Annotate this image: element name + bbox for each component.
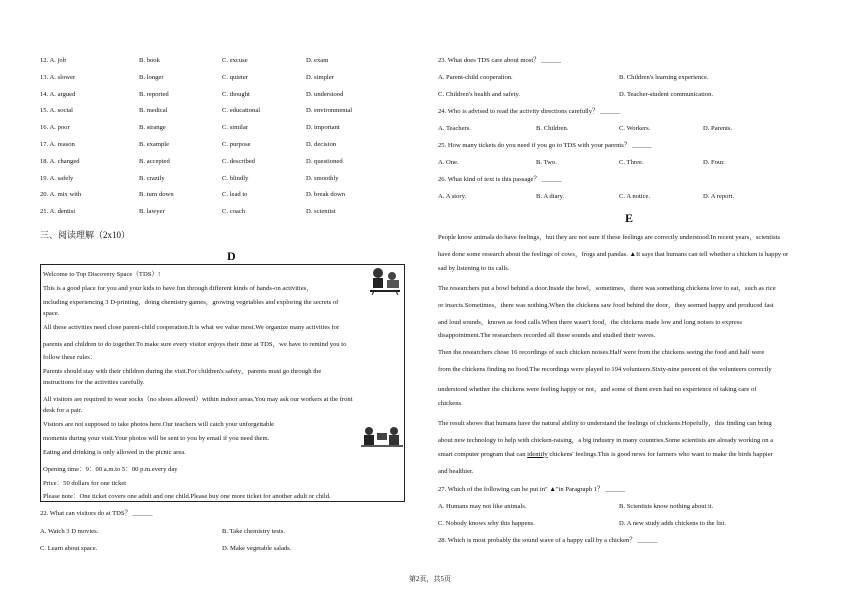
question-option-c[interactable]: C. quieter xyxy=(222,73,249,81)
page-footer: 第2页，共5页 xyxy=(409,575,451,583)
q24-option-c[interactable]: C. Workers. xyxy=(619,125,651,132)
q24-option-a[interactable]: A. Teachers. xyxy=(438,125,471,132)
q26-option-a[interactable]: A. A story. xyxy=(438,193,467,200)
passage-e-line: or insects.Sometimes，there was nothing.When the chickens saw food behind the door，they seemed happy and produced fast xyxy=(438,301,774,309)
question-option-b[interactable]: B. strange xyxy=(139,124,166,132)
question-option-c[interactable]: C. lead to xyxy=(222,191,248,199)
question-26: 26. What kind of text is this passage？ ______ xyxy=(438,176,562,183)
notice-line: instructions for the activities carefully. xyxy=(43,379,145,387)
q25-option-a[interactable]: A. One. xyxy=(438,159,459,166)
notice-line: desk for a pair. xyxy=(43,407,83,414)
passage-e-line: People know animals do have feelings，but they are not sure if these feelings are correctly understood.In recent years，scientists xyxy=(438,234,781,241)
notice-line: parents and children to do together.To make sure every visitor enjoys their time at TDS，we have to remind you to xyxy=(43,340,347,348)
q24-option-d[interactable]: D. Parents. xyxy=(703,125,733,132)
passage-e-line: and loud sounds，known as food calls.When there wasn't food，the chickens made low and long noises to express xyxy=(438,318,742,326)
q25-option-c[interactable]: C. Three. xyxy=(619,159,644,166)
question-option-c[interactable]: C. educational xyxy=(222,107,261,115)
question-option-c[interactable]: C. described xyxy=(222,157,255,165)
question-28: 28. Which is most probably the sound wave of a happy call by a chicken？ ______ xyxy=(438,537,658,544)
question-option-d[interactable]: D. environmental xyxy=(306,107,353,115)
question-option-d[interactable]: D. questioned xyxy=(306,157,343,165)
question-option-c[interactable]: C. thought xyxy=(222,90,250,98)
question-option-a[interactable]: 14. A. argued xyxy=(40,90,76,98)
question-option-d[interactable]: D. exam xyxy=(306,57,329,64)
q22-option-c[interactable]: C. Learn about space. xyxy=(40,545,98,552)
passage-e-line: disappointment.The researchers recorded all these sounds and studied their waves. xyxy=(438,332,656,340)
q27-option-a[interactable]: A. Humans may not like animals. xyxy=(438,503,527,510)
notice-line: moments during your visit.Your photos will be sent to you by email if you need them. xyxy=(43,434,270,442)
question-option-a[interactable]: 15. A. social xyxy=(40,107,73,115)
question-option-a[interactable]: 18. A. changed xyxy=(40,157,80,165)
passage-e-title: E xyxy=(625,211,634,225)
question-option-c[interactable]: C. coach xyxy=(222,208,246,216)
passage-d-title: D xyxy=(227,249,236,263)
q23-option-a[interactable]: A. Parent-child cooperation. xyxy=(438,74,513,81)
q24-option-b[interactable]: B. Children. xyxy=(536,125,569,132)
notice-line: Visitors are not supposed to take photos here.Our teachers will catch your unforgettable xyxy=(43,420,275,428)
q25-option-b[interactable]: B. Two. xyxy=(536,159,557,166)
question-option-b[interactable]: B. accepted xyxy=(139,157,170,165)
question-24: 24. Who is advised to read the activity directions carefully？ ______ xyxy=(438,108,621,115)
q27-option-d[interactable]: D. A new study adds chickens to the list. xyxy=(619,520,726,527)
question-option-d[interactable]: D. simpler xyxy=(306,73,334,81)
notice-line: All visitors are required to wear socks（no shoes allowed）within indoor areas.You may ask our workers at the front xyxy=(43,396,353,404)
notice-box xyxy=(40,264,405,502)
question-option-a[interactable]: 17. A. reason xyxy=(40,141,75,148)
notice-line: Price：50 dollars for one ticket xyxy=(43,479,127,487)
question-option-c[interactable]: C. similar xyxy=(222,124,249,132)
question-option-c[interactable]: C. blindly xyxy=(222,174,249,182)
notice-line: All these activities need close parent-child cooperation.It is what we value most.We organize many activities for xyxy=(43,323,340,331)
passage-e-line: and healthier. xyxy=(438,467,474,475)
q26-option-b[interactable]: B. A diary. xyxy=(536,193,565,200)
notice-line: Opening time：9：00 a.m.to 5：00 p.m.every day xyxy=(43,465,178,473)
question-option-b[interactable]: B. reported xyxy=(139,90,169,98)
q26-option-c[interactable]: C. A notice. xyxy=(619,193,651,200)
notice-line: Welcome to Top Discovery Space（TDS）! xyxy=(43,271,161,278)
question-option-a[interactable]: 19. A. safely xyxy=(40,174,74,182)
notice-line: This is a good place for you and your kids to have fun through different kinds of hands-on activities， xyxy=(43,284,313,292)
notice-line: Parents should stay with their children during the visit.For children's safety，parents must go through the xyxy=(43,368,322,376)
q22-option-b[interactable]: B. Take chemistry tests. xyxy=(222,528,285,535)
question-option-b[interactable]: B. longer xyxy=(139,73,164,81)
question-option-b[interactable]: B. example xyxy=(139,141,170,148)
question-option-a[interactable]: 12. A. job xyxy=(40,57,67,64)
question-option-d[interactable]: D. scientist xyxy=(306,208,336,216)
passage-e-line: The researchers put a bowl behind a door.Inside the bowl，sometimes，there was something chickens love to eat，such as rice xyxy=(438,284,776,292)
notice-line: including experiencing 3 D-printing，doing chemistry games，growing vegetables and exploring the secrets of xyxy=(43,298,339,306)
passage-e-line: chickens. xyxy=(438,400,463,407)
question-option-a[interactable]: 13. A. slower xyxy=(40,73,76,81)
question-option-d[interactable]: D. smoothly xyxy=(306,174,339,182)
q22-option-d[interactable]: D. Make vegetable salads. xyxy=(222,545,292,552)
question-23: 23. What does TDS care about most？ ______ xyxy=(438,57,562,64)
notice-line: Please note：One ticket covers one adult and one child.Please buy one more ticket for another adult or child. xyxy=(43,493,331,501)
question-option-c[interactable]: C. purpose xyxy=(222,141,251,148)
question-option-b[interactable]: B. book xyxy=(139,57,160,64)
question-option-d[interactable]: D. understood xyxy=(306,90,344,98)
passage-e-line: smart computer program that can identify chickens' feelings.This is good news for farmers who want to make the birds happier xyxy=(438,450,773,458)
section-title: 三、阅读理解（2x10） xyxy=(40,230,131,240)
question-option-a[interactable]: 16. A. poor xyxy=(40,124,70,132)
camera-kids-illustration xyxy=(361,425,403,449)
question-option-d[interactable]: D. important xyxy=(306,124,340,132)
question-27: 27. Which of the following can be put in" ▲"in Paragraph 1？ ______ xyxy=(438,486,626,493)
notice-line: follow these rules： xyxy=(43,354,97,362)
question-option-b[interactable]: B. crazily xyxy=(139,174,165,182)
passage-e-line: understood whether the chickens were feeling happy or not，and some of them even had no experience of taking care of xyxy=(438,386,757,394)
q27-option-b[interactable]: B. Scientists know nothing about it. xyxy=(619,503,714,510)
q23-option-d[interactable]: D. Teacher-student communication. xyxy=(619,91,714,98)
question-option-a[interactable]: 21. A. dentist xyxy=(40,208,76,216)
notice-line: Eating and drinking is only allowed in the picnic area. xyxy=(43,448,186,456)
q23-option-b[interactable]: B. Children's learning experience. xyxy=(619,74,709,81)
kids-activity-illustration xyxy=(368,267,402,295)
passage-e-line: from the chickens finding no food.The recordings were played to 194 volunteers.Sixty-nine percent of the volunteers correctly xyxy=(438,366,772,374)
passage-e-line: have done some research about the feelings of cows，frogs and pandas. ▲It says that humans can tell whether a chicken is happy or xyxy=(438,250,789,258)
passage-e-line: The result shows that humans have the natural ability to understand the feelings of chickens.Hopefully，this finding can bring xyxy=(438,419,772,427)
q23-option-c[interactable]: C. Children's health and safety. xyxy=(438,91,521,98)
passage-e-line: Then the researchers chose 16 recordings of such chicken noises.Half were from the chickens seeing the food and half were xyxy=(438,349,765,357)
passage-e-line: sad by listening to its calls. xyxy=(438,264,510,272)
q25-option-d[interactable]: D. Four. xyxy=(703,159,725,166)
question-option-c[interactable]: C. excuse xyxy=(222,57,248,64)
question-25: 25. How many tickets do you need if you go to TDS with your parents？ ______ xyxy=(438,142,652,149)
passage-e-line: about new technology to help with chicken-raising，a big industry in many countries.Some scientists are already working on a xyxy=(438,436,774,444)
question-option-b[interactable]: B. turn down xyxy=(139,191,174,199)
q26-option-d[interactable]: D. A report. xyxy=(703,193,735,200)
question-option-b[interactable]: B. lawyer xyxy=(139,208,165,216)
question-option-b[interactable]: B. medical xyxy=(139,107,168,115)
question-option-d[interactable]: D. break down xyxy=(306,191,346,199)
notice-line: space. xyxy=(43,309,60,317)
question-option-d[interactable]: D. decision xyxy=(306,141,337,148)
q27-option-c[interactable]: C. Nobody knows why this happens. xyxy=(438,520,535,527)
question-option-a[interactable]: 20. A. mix with xyxy=(40,191,82,199)
q22-option-a[interactable]: A. Watch 3 D movies. xyxy=(40,528,99,535)
question-22: 22. What can visitors do at TDS？ ______ xyxy=(40,510,153,517)
